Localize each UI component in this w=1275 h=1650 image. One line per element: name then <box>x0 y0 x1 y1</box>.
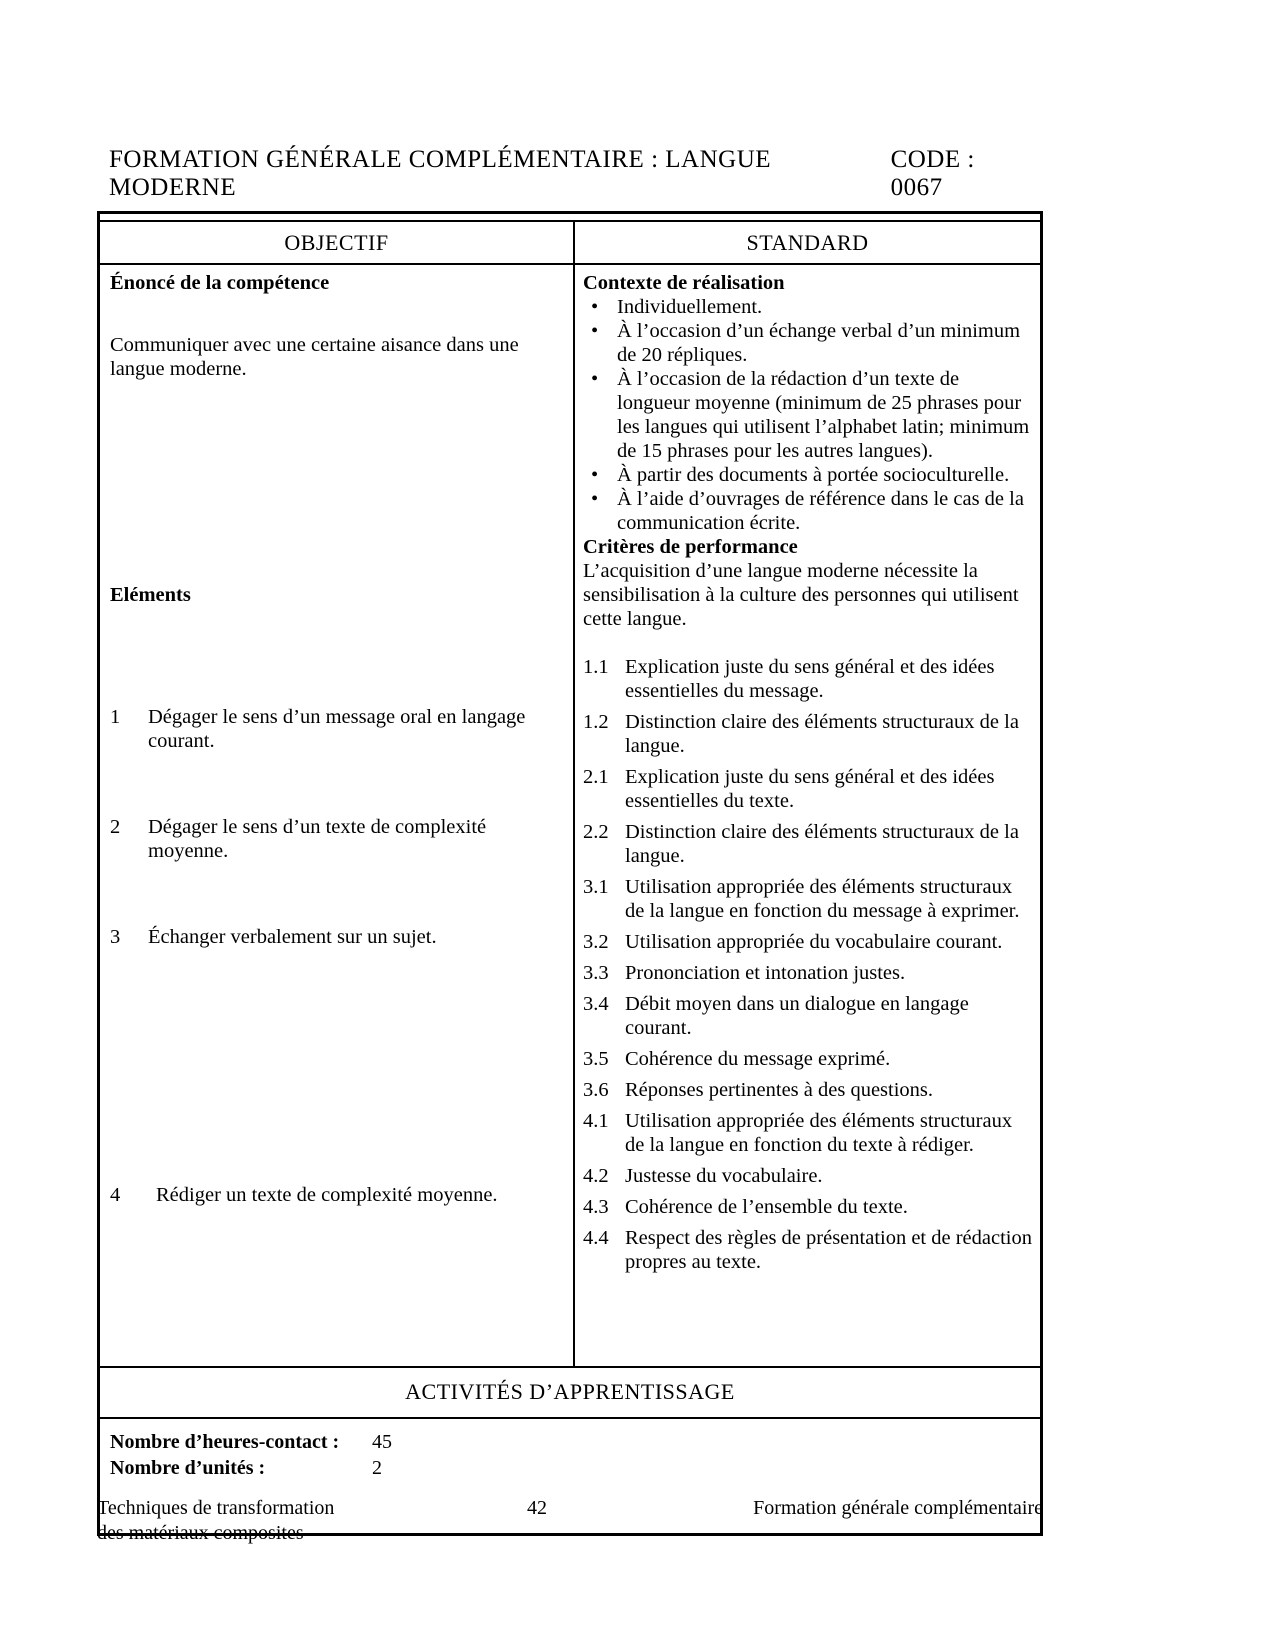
column-header-standard: STANDARD <box>573 222 1040 263</box>
critere-item <box>583 875 1034 923</box>
critere-number: 1.2 <box>583 711 609 733</box>
critere-item <box>583 820 1034 868</box>
bullet-text: Individuellement. <box>617 296 763 318</box>
contexte-bullet <box>583 319 1034 367</box>
critere-item <box>583 1226 1034 1274</box>
critere-number: 3.1 <box>583 876 609 898</box>
critere-text: Utilisation appropriée des éléments structuraux de la langue en fonction du texte à rédiger. <box>625 1110 1013 1156</box>
element-number: 1 <box>110 706 121 728</box>
footer-program-line2: des matériaux composites <box>97 1522 304 1544</box>
critere-item <box>583 1109 1034 1157</box>
bullet-text: À l’aide d’ouvrages de référence dans le cas de la communication écrite. <box>617 488 1024 534</box>
critere-text: Distinction claire des éléments structuraux de la langue. <box>625 821 1019 867</box>
enonce-text: Communiquer avec une certaine aisance dans une langue moderne. <box>110 334 519 380</box>
bullet-icon: • <box>591 320 599 342</box>
critere-item <box>583 655 1034 703</box>
element-number: 2 <box>110 816 121 838</box>
bullet-icon: • <box>591 464 599 486</box>
footer-section-name: Formation générale complémentaire <box>753 1497 1043 1519</box>
critere-number: 3.5 <box>583 1048 609 1070</box>
hours-contact-value: 45 <box>372 1431 392 1453</box>
element-item <box>110 925 565 949</box>
critere-number: 1.1 <box>583 656 609 678</box>
enonce-heading: Énoncé de la compétence <box>110 272 330 294</box>
footer-program-name <box>97 1496 437 1546</box>
element-text: Rédiger un texte de complexité moyenne. <box>156 1184 498 1206</box>
critere-number: 2.2 <box>583 821 609 843</box>
critere-text: Distinction claire des éléments structuraux de la langue. <box>625 711 1019 757</box>
bullet-text: À l’occasion de la rédaction d’un texte de longueur moyenne (minimum de 25 phrases pour les langues qui utilisent l’alphabet latin; minimum de 15 phrases pour les autres langues). <box>617 368 1030 462</box>
critere-number: 4.3 <box>583 1196 609 1218</box>
critere-item <box>583 961 1034 985</box>
critere-text: Explication juste du sens général et des idées essentielles du message. <box>625 656 995 702</box>
element-number: 4 <box>110 1184 121 1206</box>
critere-text: Utilisation appropriée des éléments structuraux de la langue en fonction du message à exprimer. <box>625 876 1020 922</box>
critere-text: Débit moyen dans un dialogue en langage courant. <box>625 993 969 1039</box>
critere-text: Cohérence de l’ensemble du texte. <box>625 1196 908 1218</box>
units-line <box>110 1455 1040 1481</box>
critere-text: Réponses pertinentes à des questions. <box>625 1079 934 1101</box>
element-text: Échanger verbalement sur un sujet. <box>148 926 437 948</box>
criteres-intro: L’acquisition d’une langue moderne nécessite la sensibilisation à la culture des personnes qui utilisent cette langue. <box>583 560 1019 630</box>
table-header-row <box>100 222 1040 265</box>
critere-text: Prononciation et intonation justes. <box>625 962 906 984</box>
bullet-text: À partir des documents à portée socioculturelle. <box>617 464 1010 486</box>
critere-number: 4.1 <box>583 1110 609 1132</box>
critere-item <box>583 1078 1034 1102</box>
element-item <box>110 815 565 863</box>
critere-text: Explication juste du sens général et des idées essentielles du texte. <box>625 766 995 812</box>
contexte-heading: Contexte de réalisation <box>583 272 785 294</box>
critere-text: Cohérence du message exprimé. <box>625 1048 891 1070</box>
elements-heading: Eléments <box>110 584 191 606</box>
critere-text: Justesse du vocabulaire. <box>625 1165 823 1187</box>
contexte-bullet <box>583 463 1034 487</box>
critere-number: 3.6 <box>583 1079 609 1101</box>
table-main-row <box>100 265 1040 1368</box>
units-value: 2 <box>372 1457 382 1479</box>
critere-item <box>583 765 1034 813</box>
column-header-objectif: OBJECTIF <box>284 230 389 255</box>
bullet-text: À l’occasion d’un échange verbal d’un minimum de 20 répliques. <box>617 320 1021 366</box>
bullet-icon: • <box>591 296 599 318</box>
element-text: Dégager le sens d’un texte de complexité moyenne. <box>148 816 487 862</box>
contexte-bullet <box>583 295 1034 319</box>
critere-number: 3.3 <box>583 962 609 984</box>
hours-contact-line <box>110 1429 1040 1455</box>
critere-text: Utilisation appropriée du vocabulaire courant. <box>625 931 1003 953</box>
units-label: Nombre d’unités : <box>110 1457 266 1479</box>
contexte-bullet <box>583 367 1034 463</box>
critere-item <box>583 1164 1034 1188</box>
standard-cell <box>573 265 1040 1366</box>
critere-number: 4.2 <box>583 1165 609 1187</box>
document-code: CODE : 0067 <box>890 146 975 201</box>
critere-number: 4.4 <box>583 1227 609 1249</box>
activities-header: ACTIVITÉS D’APPRENTISSAGE <box>100 1368 1040 1419</box>
program-table <box>97 211 1043 1536</box>
hours-contact-label: Nombre d’heures-contact : <box>110 1431 340 1453</box>
element-text: Dégager le sens d’un message oral en langage courant. <box>148 706 526 752</box>
page-number: 42 <box>527 1497 547 1519</box>
element-number: 3 <box>110 926 121 948</box>
element-item <box>110 705 565 753</box>
page-content <box>97 146 1043 1536</box>
page-footer <box>97 1496 1043 1546</box>
bullet-icon: • <box>591 488 599 510</box>
critere-item <box>583 1195 1034 1219</box>
critere-text: Respect des règles de présentation et de rédaction propres au texte. <box>625 1227 1032 1273</box>
critere-item <box>583 1047 1034 1071</box>
document-header <box>97 146 1043 202</box>
critere-number: 3.4 <box>583 993 609 1015</box>
critere-item <box>583 710 1034 758</box>
critere-item <box>583 992 1034 1040</box>
critere-item <box>583 930 1034 954</box>
document-title: FORMATION GÉNÉRALE COMPLÉMENTAIRE : LANGUE MODERNE <box>109 146 772 201</box>
critere-number: 2.1 <box>583 766 609 788</box>
contexte-bullet <box>583 487 1034 535</box>
criteres-heading: Critères de performance <box>583 536 798 558</box>
bullet-icon: • <box>591 368 599 390</box>
element-item <box>110 1183 565 1207</box>
objectif-cell <box>100 265 573 1366</box>
critere-number: 3.2 <box>583 931 609 953</box>
footer-program-line1: Techniques de transformation <box>97 1497 335 1519</box>
